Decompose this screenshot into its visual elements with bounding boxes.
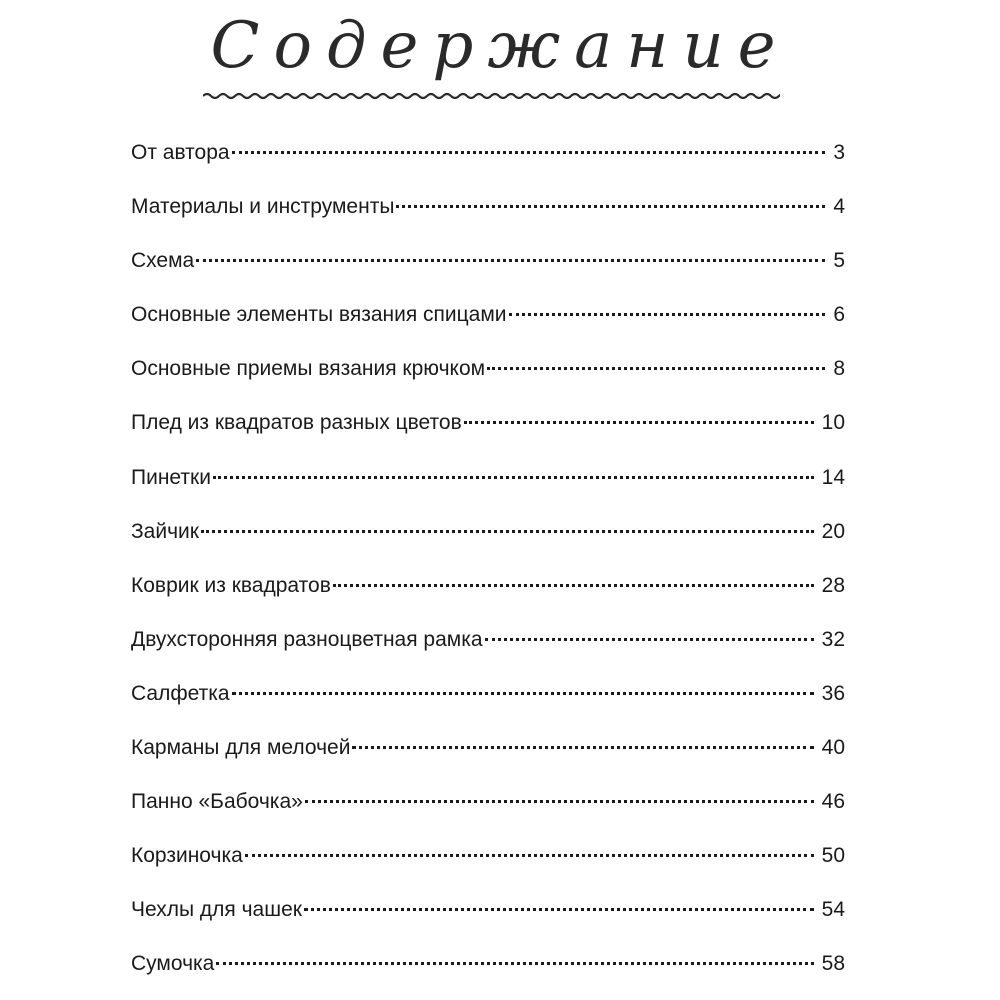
dot-leader [509, 313, 826, 316]
table-of-contents [131, 126, 845, 992]
toc-entry[interactable] [131, 559, 845, 613]
toc-entry-page: 32 [821, 627, 845, 651]
toc-entry-title: Пинетки [131, 465, 211, 489]
toc-entry[interactable] [131, 721, 845, 775]
dot-leader [396, 205, 825, 208]
toc-entry-title: Зайчик [131, 519, 199, 543]
toc-entry[interactable] [131, 126, 845, 180]
toc-entry-page: 20 [821, 519, 845, 543]
toc-entry-title: Корзиночка [131, 844, 243, 868]
toc-entry[interactable] [131, 288, 845, 342]
toc-entry-page: 54 [821, 898, 845, 922]
toc-entry-page: 6 [833, 303, 845, 327]
toc-entry[interactable] [131, 667, 845, 721]
toc-entry-title: Панно «Бабочка» [131, 790, 303, 814]
toc-entry[interactable] [131, 396, 845, 450]
toc-entry[interactable] [131, 234, 845, 288]
toc-entry-title: Двухсторонняя разноцветная рамка [131, 627, 483, 651]
toc-entry-page: 36 [821, 681, 845, 705]
dot-leader [232, 151, 826, 154]
toc-entry-title: Основные приемы вязания крючком [131, 357, 486, 381]
toc-entry-page: 28 [821, 573, 845, 597]
wavy-divider [203, 88, 780, 104]
toc-entry-title: Плед из квадратов разных цветов [131, 411, 462, 435]
dot-leader [487, 367, 825, 370]
toc-entry[interactable] [131, 342, 845, 396]
dot-leader [305, 800, 814, 803]
dot-leader [485, 638, 814, 641]
toc-entry-page: 46 [821, 790, 845, 814]
toc-entry-title: Карманы для мелочей [131, 736, 351, 760]
toc-entry-title: Материалы и инструменты [131, 195, 395, 219]
dot-leader [304, 908, 814, 911]
toc-entry[interactable] [131, 613, 845, 667]
dot-leader [464, 421, 814, 424]
toc-entry-title: Салфетка [131, 681, 230, 705]
toc-entry[interactable] [131, 883, 845, 937]
toc-entry-title: От автора [131, 141, 230, 164]
toc-entry-page: 58 [821, 952, 845, 976]
dot-leader [213, 476, 814, 479]
dot-leader [232, 692, 814, 695]
toc-entry[interactable] [131, 180, 845, 234]
toc-entry[interactable] [131, 937, 845, 991]
dot-leader [216, 962, 813, 965]
toc-entry-title: Сумочка [131, 952, 215, 976]
toc-entry[interactable] [131, 829, 845, 883]
toc-entry-title: Схема [131, 249, 195, 273]
toc-entry-page: 5 [833, 249, 845, 273]
dot-leader [201, 530, 814, 533]
toc-entry-page: 8 [833, 357, 845, 381]
dot-leader [333, 584, 814, 587]
toc-entry-page: 40 [821, 736, 845, 760]
toc-entry[interactable] [131, 451, 845, 505]
toc-entry[interactable] [131, 775, 845, 829]
toc-entry-page: 3 [833, 141, 845, 164]
toc-entry-page: 14 [821, 465, 845, 489]
toc-entry[interactable] [131, 505, 845, 559]
dot-leader [352, 746, 813, 749]
toc-entry-page: 4 [833, 195, 845, 219]
dot-leader [196, 259, 825, 262]
page-title: Содержание [210, 9, 790, 83]
toc-entry-title: Основные элементы вязания спицами [131, 303, 507, 327]
dot-leader [245, 854, 814, 857]
toc-entry-page: 50 [821, 844, 845, 868]
toc-entry-page: 10 [821, 411, 845, 435]
toc-entry-title: Коврик из квадратов [131, 573, 331, 597]
toc-entry-title: Чехлы для чашек [131, 898, 302, 922]
